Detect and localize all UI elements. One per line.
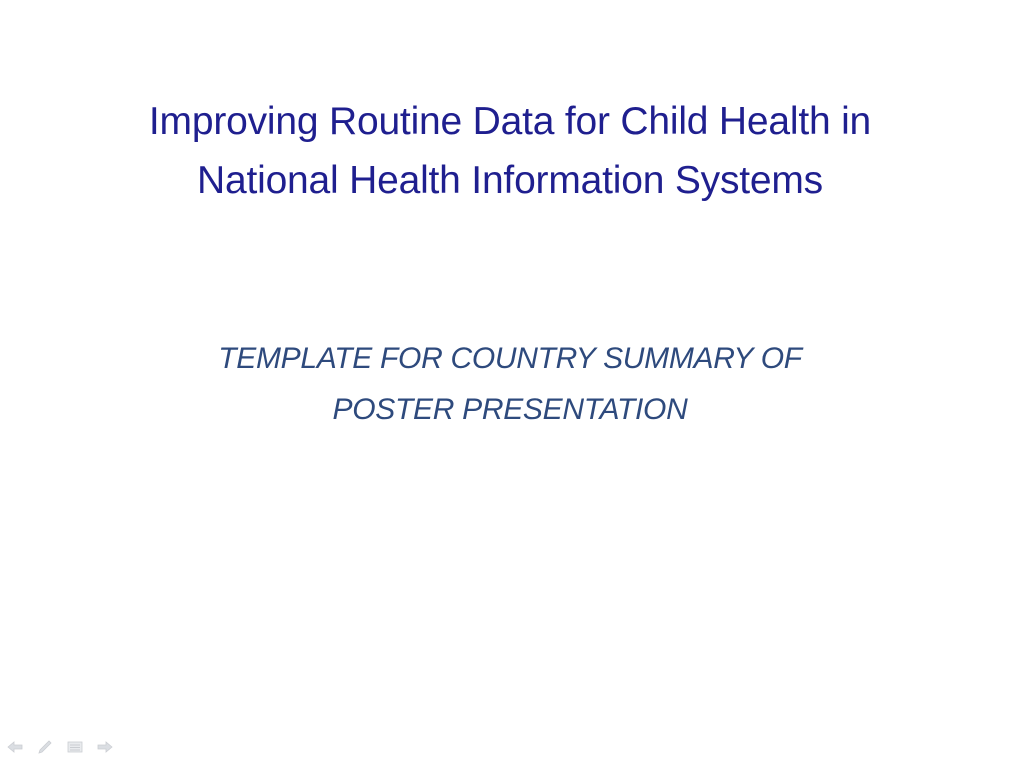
previous-slide-button[interactable] [6,739,24,755]
menu-icon [67,741,83,753]
next-arrow-icon [97,741,113,753]
slideshow-toolbar [6,738,114,756]
slide-subtitle-line-1: TEMPLATE FOR COUNTRY SUMMARY OF [218,342,802,375]
slide-subtitle-line-2: POSTER PRESENTATION [332,393,688,426]
slide-menu-button[interactable] [66,739,84,755]
pen-button[interactable] [36,739,54,755]
previous-arrow-icon [7,741,23,753]
slide-subtitle [60,333,960,435]
slide-title [40,92,980,210]
slide-title-line-1: Improving Routine Data for Child Health in [148,100,872,143]
next-slide-button[interactable] [96,739,114,755]
slide-title-line-2: National Health Information Systems [197,159,823,202]
pen-icon [37,740,53,754]
